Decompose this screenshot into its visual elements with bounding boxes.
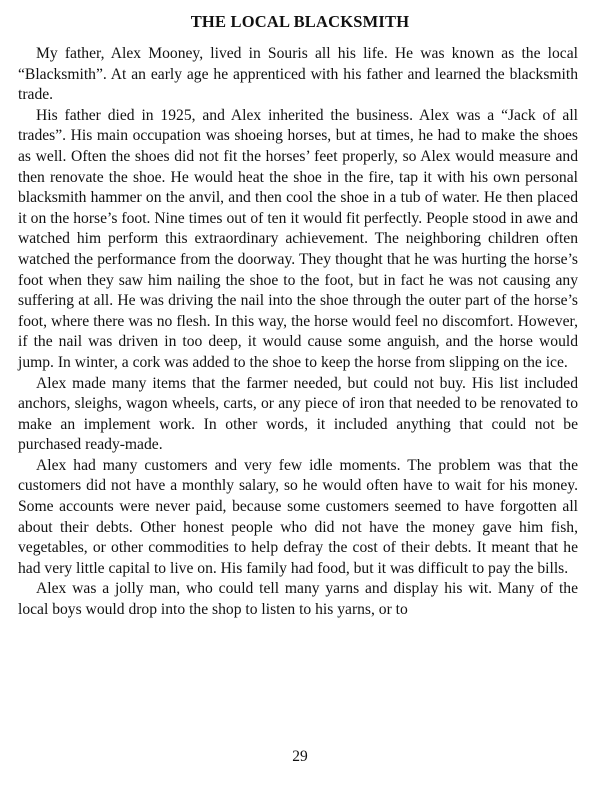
paragraph-4: Alex had many customers and very few idle moments. The problem was that the customers did not have a monthly salary, so he would often have to wait for his money. Some accounts were never paid, because some customers seemed to have forgotten all about their debts. Other honest people who did not have the money gave him fish, vegetables, or other commodities to help defray the cost of their debts. It meant that he had very little capital to live on. His family had food, but it was difficult to pay the bills. — [18, 456, 578, 577]
chapter-title: THE LOCAL BLACKSMITH — [190, 12, 410, 31]
page-number: 29 — [292, 748, 308, 765]
paragraph-5: Alex was a jolly man, who could tell many yarns and display his wit. Many of the local boys would drop into the shop to listen to his yarns, or to — [18, 580, 578, 619]
body-text — [18, 44, 578, 621]
paragraph-2: His father died in 1925, and Alex inherited the business. Alex was a “Jack of all trades”. His main occupation was shoeing horses, but at times, he had to make the shoes as well. Often the shoes did not fit the horses’ feet properly, so Alex would measure and then renovate the shoe. He would heat the shoe in the fire, tap it with his own personal blacksmith hammer on the anvil, and then cool the shoe in a tub of water. He then placed it on the horse’s foot. Nine times out of ten it would fit perfectly. People stood in awe and watched him perform this extraordinary achievement. The neighboring children often watched the performance from the doorway. They thought that he was hurting the horse’s foot when they saw him nailing the shoe to the foot, but in fact he was not causing any suffering at all. He was driving the nail into the shoe through the outer part of the horse’s foot, where there was no flesh. In this way, the horse would feel no discomfort. However, if the nail was driven in too deep, it would cause some anguish, and the horse would jump. In winter, a cork was added to the shoe to keep the horse from slipping on the ice. — [18, 106, 578, 371]
paragraph-3: Alex made many items that the farmer needed, but could not buy. His list included anchors, sleighs, wagon wheels, carts, or any piece of iron that needed to be renovated to make an implement work. In other words, it included anything that could not be purchased ready-made. — [18, 374, 578, 454]
paragraph-1: My father, Alex Mooney, lived in Souris all his life. He was known as the local “Blacksmith”. At an early age he apprenticed with his father and learned the blacksmith trade. — [18, 45, 578, 104]
